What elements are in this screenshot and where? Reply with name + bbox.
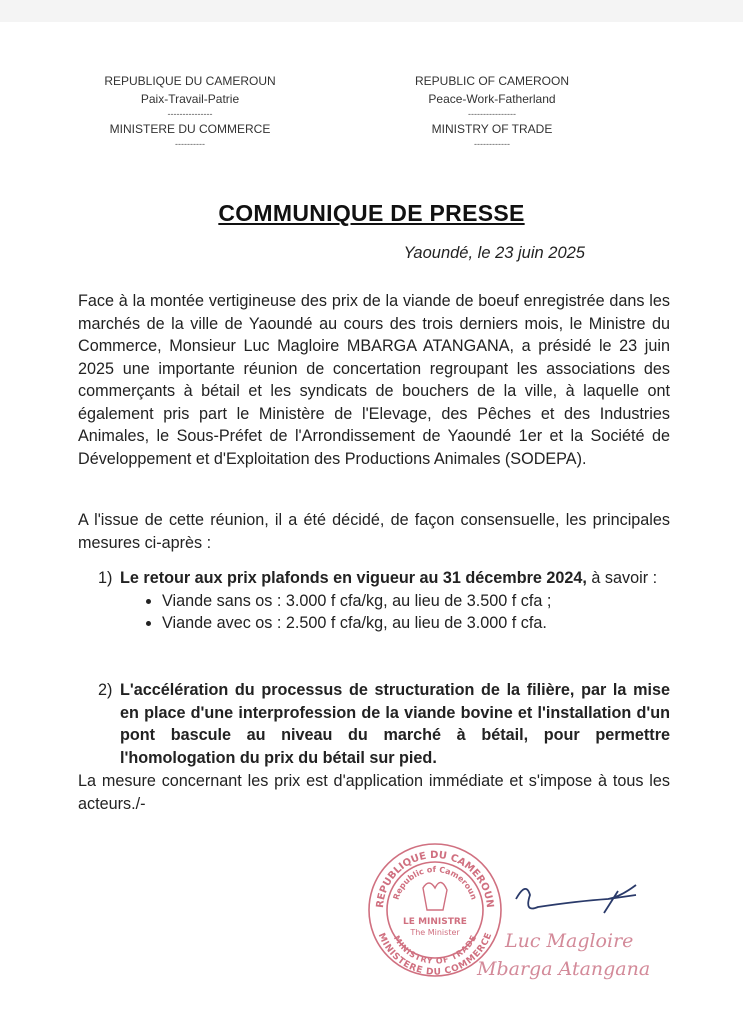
ministry-fr: MINISTERE DU COMMERCE [109, 122, 271, 136]
measure-text: à savoir : [586, 569, 658, 587]
ministry-en: MINISTRY OF TRADE [431, 122, 553, 136]
document-page [0, 22, 743, 1024]
stamp-subtitle: The Minister [410, 928, 460, 937]
measure-2 [98, 679, 670, 769]
signatory-first-name: Luc Magloire [505, 930, 634, 952]
separator: ------------ [474, 139, 510, 149]
separator: --------------- [167, 109, 213, 119]
emblem-icon [423, 882, 447, 910]
motto-fr: Paix-Travail-Patrie [140, 92, 240, 106]
signatory-last-name: Mbarga Atangana [477, 958, 651, 980]
measure-number: 1) [98, 569, 113, 587]
motto-en: Peace-Work-Fatherland [428, 92, 556, 106]
paragraph-decision: A l'issue de cette réunion, il a été décidé, de façon consensuelle, les principales mesures ci-après : [78, 511, 670, 552]
price-item: • Viande avec os : 2.500 f cfa/kg, au lieu de 3.000 f cfa. [162, 612, 670, 635]
header-right [362, 72, 622, 150]
stamp-title: LE MINISTRE [403, 917, 467, 927]
document-date: Yaoundé, le 23 juin 2025 [403, 244, 585, 262]
stamp-text: REPUBLIQUE DU CAMEROUN [374, 849, 496, 909]
signatory-name [477, 927, 651, 983]
paragraph-intro: Face à la montée vertigineuse des prix de la viande de boeuf enregistrée dans les marchés de la ville de Yaoundé au cours des trois derniers mois, le Ministre du Commerce, Monsieur Luc Magloire MBARGA ATANGANA, a présidé le 23 juin 2025 une importante réunion de concertation regroupant les associations des commerçants à bétail et les syndicats de bouchers de la ville, à laquelle ont également pris part le Ministère de l'Elevage, des Pêches et des Industries Animales, le Sous-Préfet de l'Arrondissement de Yaoundé 1er et la Société de Développement et d'Exploitation des Productions Animales (SODEPA). [78, 292, 670, 468]
measure-1 [98, 567, 670, 635]
measure-heading: Le retour aux prix plafonds en vigueur au 31 décembre 2024, [120, 569, 587, 587]
stamp-text: Republic of Cameroun [391, 864, 479, 901]
measure-number: 2) [98, 681, 113, 699]
price-item: • Viande sans os : 3.000 f cfa/kg, au lieu de 3.500 f cfa ; [162, 590, 670, 613]
handwritten-signature [510, 877, 650, 927]
country-en: REPUBLIC OF CAMEROON [414, 74, 570, 88]
separator: ---------- [175, 139, 205, 149]
separator: ---------------- [468, 109, 516, 119]
stamp-text: MINISTRY OF TRADE [391, 933, 479, 966]
stamp-text: MINISTERE DU COMMERCE [375, 931, 495, 978]
country-fr: REPUBLIQUE DU CAMEROUN [104, 74, 276, 88]
price-list [120, 590, 670, 635]
header-left [60, 72, 320, 150]
paragraph-closing: La mesure concernant les prix est d'application immédiate et s'impose à tous les acteurs./- [78, 772, 670, 813]
document-title: COMMUNIQUE DE PRESSE [218, 200, 525, 226]
measure-heading: L'accélération du processus de structuration de la filière, par la mise en place d'une interprofession de la viande bovine et l'installation d'un pont bascule au niveau du marché à bétail, pour permettre l'homologation du prix du bétail sur pied. [120, 681, 670, 767]
